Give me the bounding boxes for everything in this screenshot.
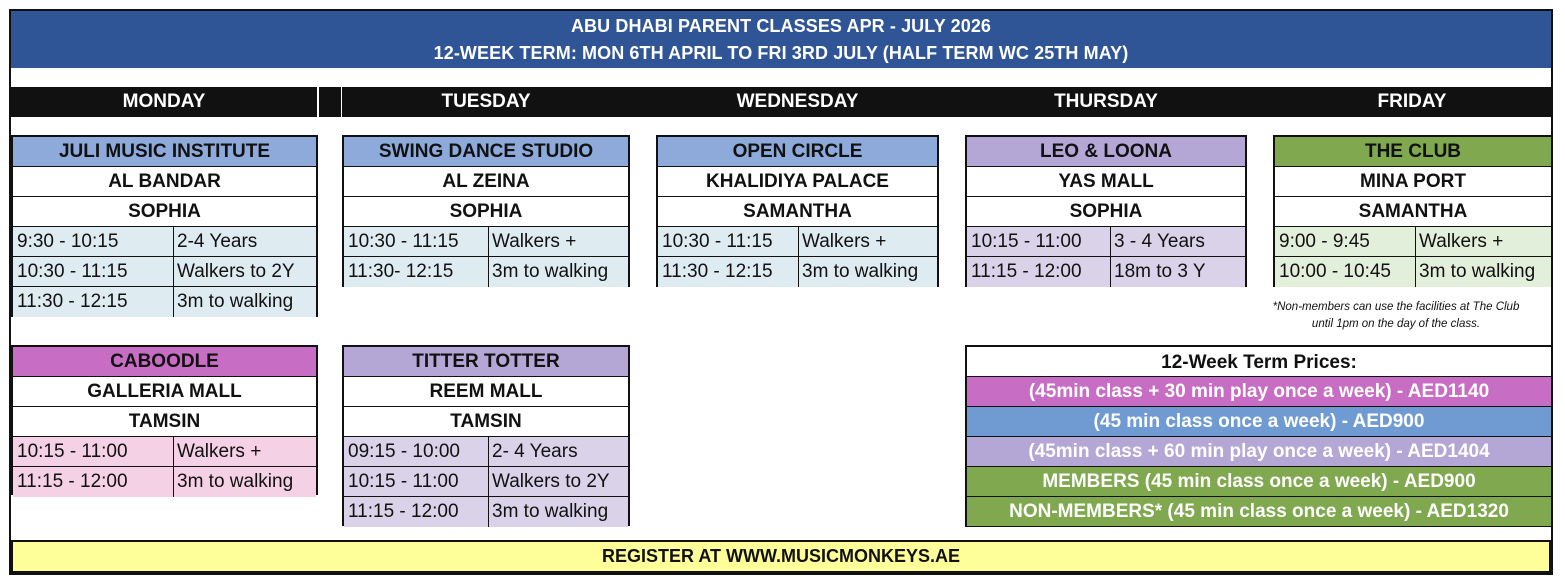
session-row <box>344 467 628 497</box>
session-time: 10:15 - 11:00 <box>13 437 174 466</box>
session-age: 3m to walking <box>177 471 294 492</box>
session-row <box>344 227 628 257</box>
session-row <box>13 227 316 257</box>
venue-name: SWING DANCE STUDIO <box>344 137 628 167</box>
session-row <box>344 257 628 287</box>
session-age: 3m to walking <box>177 291 294 312</box>
price-item: NON-MEMBERS* (45 min class once a week) - AED1320 <box>967 496 1551 526</box>
class-card-swing <box>342 135 630 287</box>
price-table <box>965 345 1553 527</box>
teacher-name: SOPHIA <box>13 197 316 227</box>
session-row <box>344 497 628 527</box>
session-age: Walkers + <box>1419 230 1504 252</box>
day-gap <box>1247 87 1273 117</box>
session-age: Walkers + <box>802 230 887 252</box>
venue-name: THE CLUB <box>1275 137 1551 167</box>
session-age: Walkers + <box>177 440 262 462</box>
day-friday: FRIDAY <box>1273 87 1551 117</box>
page-header <box>11 11 1551 68</box>
session-time: 10:30 - 11:15 <box>344 227 489 256</box>
class-card-the-club <box>1273 135 1553 287</box>
session-row <box>344 437 628 467</box>
teacher-name: SAMANTHA <box>1275 197 1551 227</box>
price-item: (45min class + 60 min play once a week) - AED1404 <box>967 436 1551 466</box>
price-item: MEMBERS (45 min class once a week) - AED900 <box>967 466 1551 496</box>
register-banner: REGISTER AT WWW.MUSICMONKEYS.AE <box>11 540 1551 573</box>
session-time: 10:30 - 11:15 <box>13 257 174 286</box>
session-row <box>967 227 1245 257</box>
session-age: 3m to walking <box>1419 261 1536 282</box>
price-item: (45min class + 30 min play once a week) - AED1140 <box>967 376 1551 406</box>
class-card-titter <box>342 345 630 526</box>
location-name: YAS MALL <box>967 167 1245 197</box>
day-gap <box>319 87 341 117</box>
club-footnote <box>1246 299 1546 333</box>
day-tuesday: TUESDAY <box>342 87 630 117</box>
venue-name: OPEN CIRCLE <box>658 137 937 167</box>
session-row <box>658 227 937 257</box>
session-age: Walkers to 2Y <box>177 260 295 282</box>
session-time: 11:30- 12:15 <box>344 257 489 287</box>
teacher-name: TAMSIN <box>13 407 316 437</box>
session-age: 3m to walking <box>492 501 609 522</box>
session-row <box>13 257 316 287</box>
session-age: 18m to 3 Y <box>1114 261 1206 282</box>
class-card-caboodle <box>11 345 318 495</box>
day-wednesday: WEDNESDAY <box>656 87 939 117</box>
venue-name: CABOODLE <box>13 347 316 377</box>
footnote-line: until 1pm on the day of the class. <box>1311 318 1481 330</box>
session-time: 11:30 - 12:15 <box>13 287 174 317</box>
session-age: 3m to walking <box>492 261 609 282</box>
session-age: Walkers + <box>492 230 577 252</box>
header-title: ABU DHABI PARENT CLASSES APR - JULY 2026 <box>570 16 992 36</box>
location-name: AL BANDAR <box>13 167 316 197</box>
location-name: MINA PORT <box>1275 167 1551 197</box>
day-thursday: THURSDAY <box>965 87 1247 117</box>
session-time: 10:30 - 11:15 <box>658 227 799 256</box>
venue-name: TITTER TOTTER <box>344 347 628 377</box>
teacher-name: SOPHIA <box>344 197 628 227</box>
session-time: 10:00 - 10:45 <box>1275 257 1416 287</box>
session-time: 09:15 - 10:00 <box>344 437 489 466</box>
price-title: 12-Week Term Prices: <box>1161 352 1357 373</box>
teacher-name: TAMSIN <box>344 407 628 437</box>
teacher-name: SOPHIA <box>967 197 1245 227</box>
teacher-name: SAMANTHA <box>658 197 937 227</box>
session-time: 9:00 - 9:45 <box>1275 227 1416 256</box>
location-name: GALLERIA MALL <box>13 377 316 407</box>
day-monday: MONDAY <box>11 87 317 117</box>
session-age: 2-4 Years <box>177 230 258 252</box>
session-row <box>1275 227 1551 257</box>
session-time: 10:15 - 11:00 <box>344 467 489 496</box>
day-gap <box>630 87 656 117</box>
location-name: AL ZEINA <box>344 167 628 197</box>
session-row <box>13 287 316 317</box>
location-name: REEM MALL <box>344 377 628 407</box>
location-name: KHALIDIYA PALACE <box>658 167 937 197</box>
header-subtitle: 12-WEEK TERM: MON 6TH APRIL TO FRI 3RD JULY (HALF TERM WC 25TH MAY) <box>433 43 1129 63</box>
session-time: 11:15 - 12:00 <box>13 467 174 497</box>
session-time: 10:15 - 11:00 <box>967 227 1111 256</box>
session-time: 11:15 - 12:00 <box>967 257 1111 287</box>
session-row <box>1275 257 1551 287</box>
session-age: 2- 4 Years <box>492 440 578 462</box>
session-time: 9:30 - 10:15 <box>13 227 174 256</box>
venue-name: LEO & LOONA <box>967 137 1245 167</box>
session-time: 11:30 - 12:15 <box>658 257 799 287</box>
session-row <box>658 257 937 287</box>
session-row <box>967 257 1245 287</box>
session-age: Walkers to 2Y <box>492 470 610 492</box>
session-row <box>13 467 316 497</box>
class-card-juli <box>11 135 318 317</box>
price-item: (45 min class once a week) - AED900 <box>967 406 1551 436</box>
day-gap <box>939 87 965 117</box>
class-card-open-circle <box>656 135 939 287</box>
session-age: 3m to walking <box>802 261 919 282</box>
session-age: 3 - 4 Years <box>1114 230 1205 252</box>
venue-name: JULI MUSIC INSTITUTE <box>13 137 316 167</box>
class-card-leo-loona <box>965 135 1247 287</box>
footnote-line: *Non-members can use the facilities at The Club <box>1272 301 1520 313</box>
session-row <box>13 437 316 467</box>
session-time: 11:15 - 12:00 <box>344 497 489 527</box>
